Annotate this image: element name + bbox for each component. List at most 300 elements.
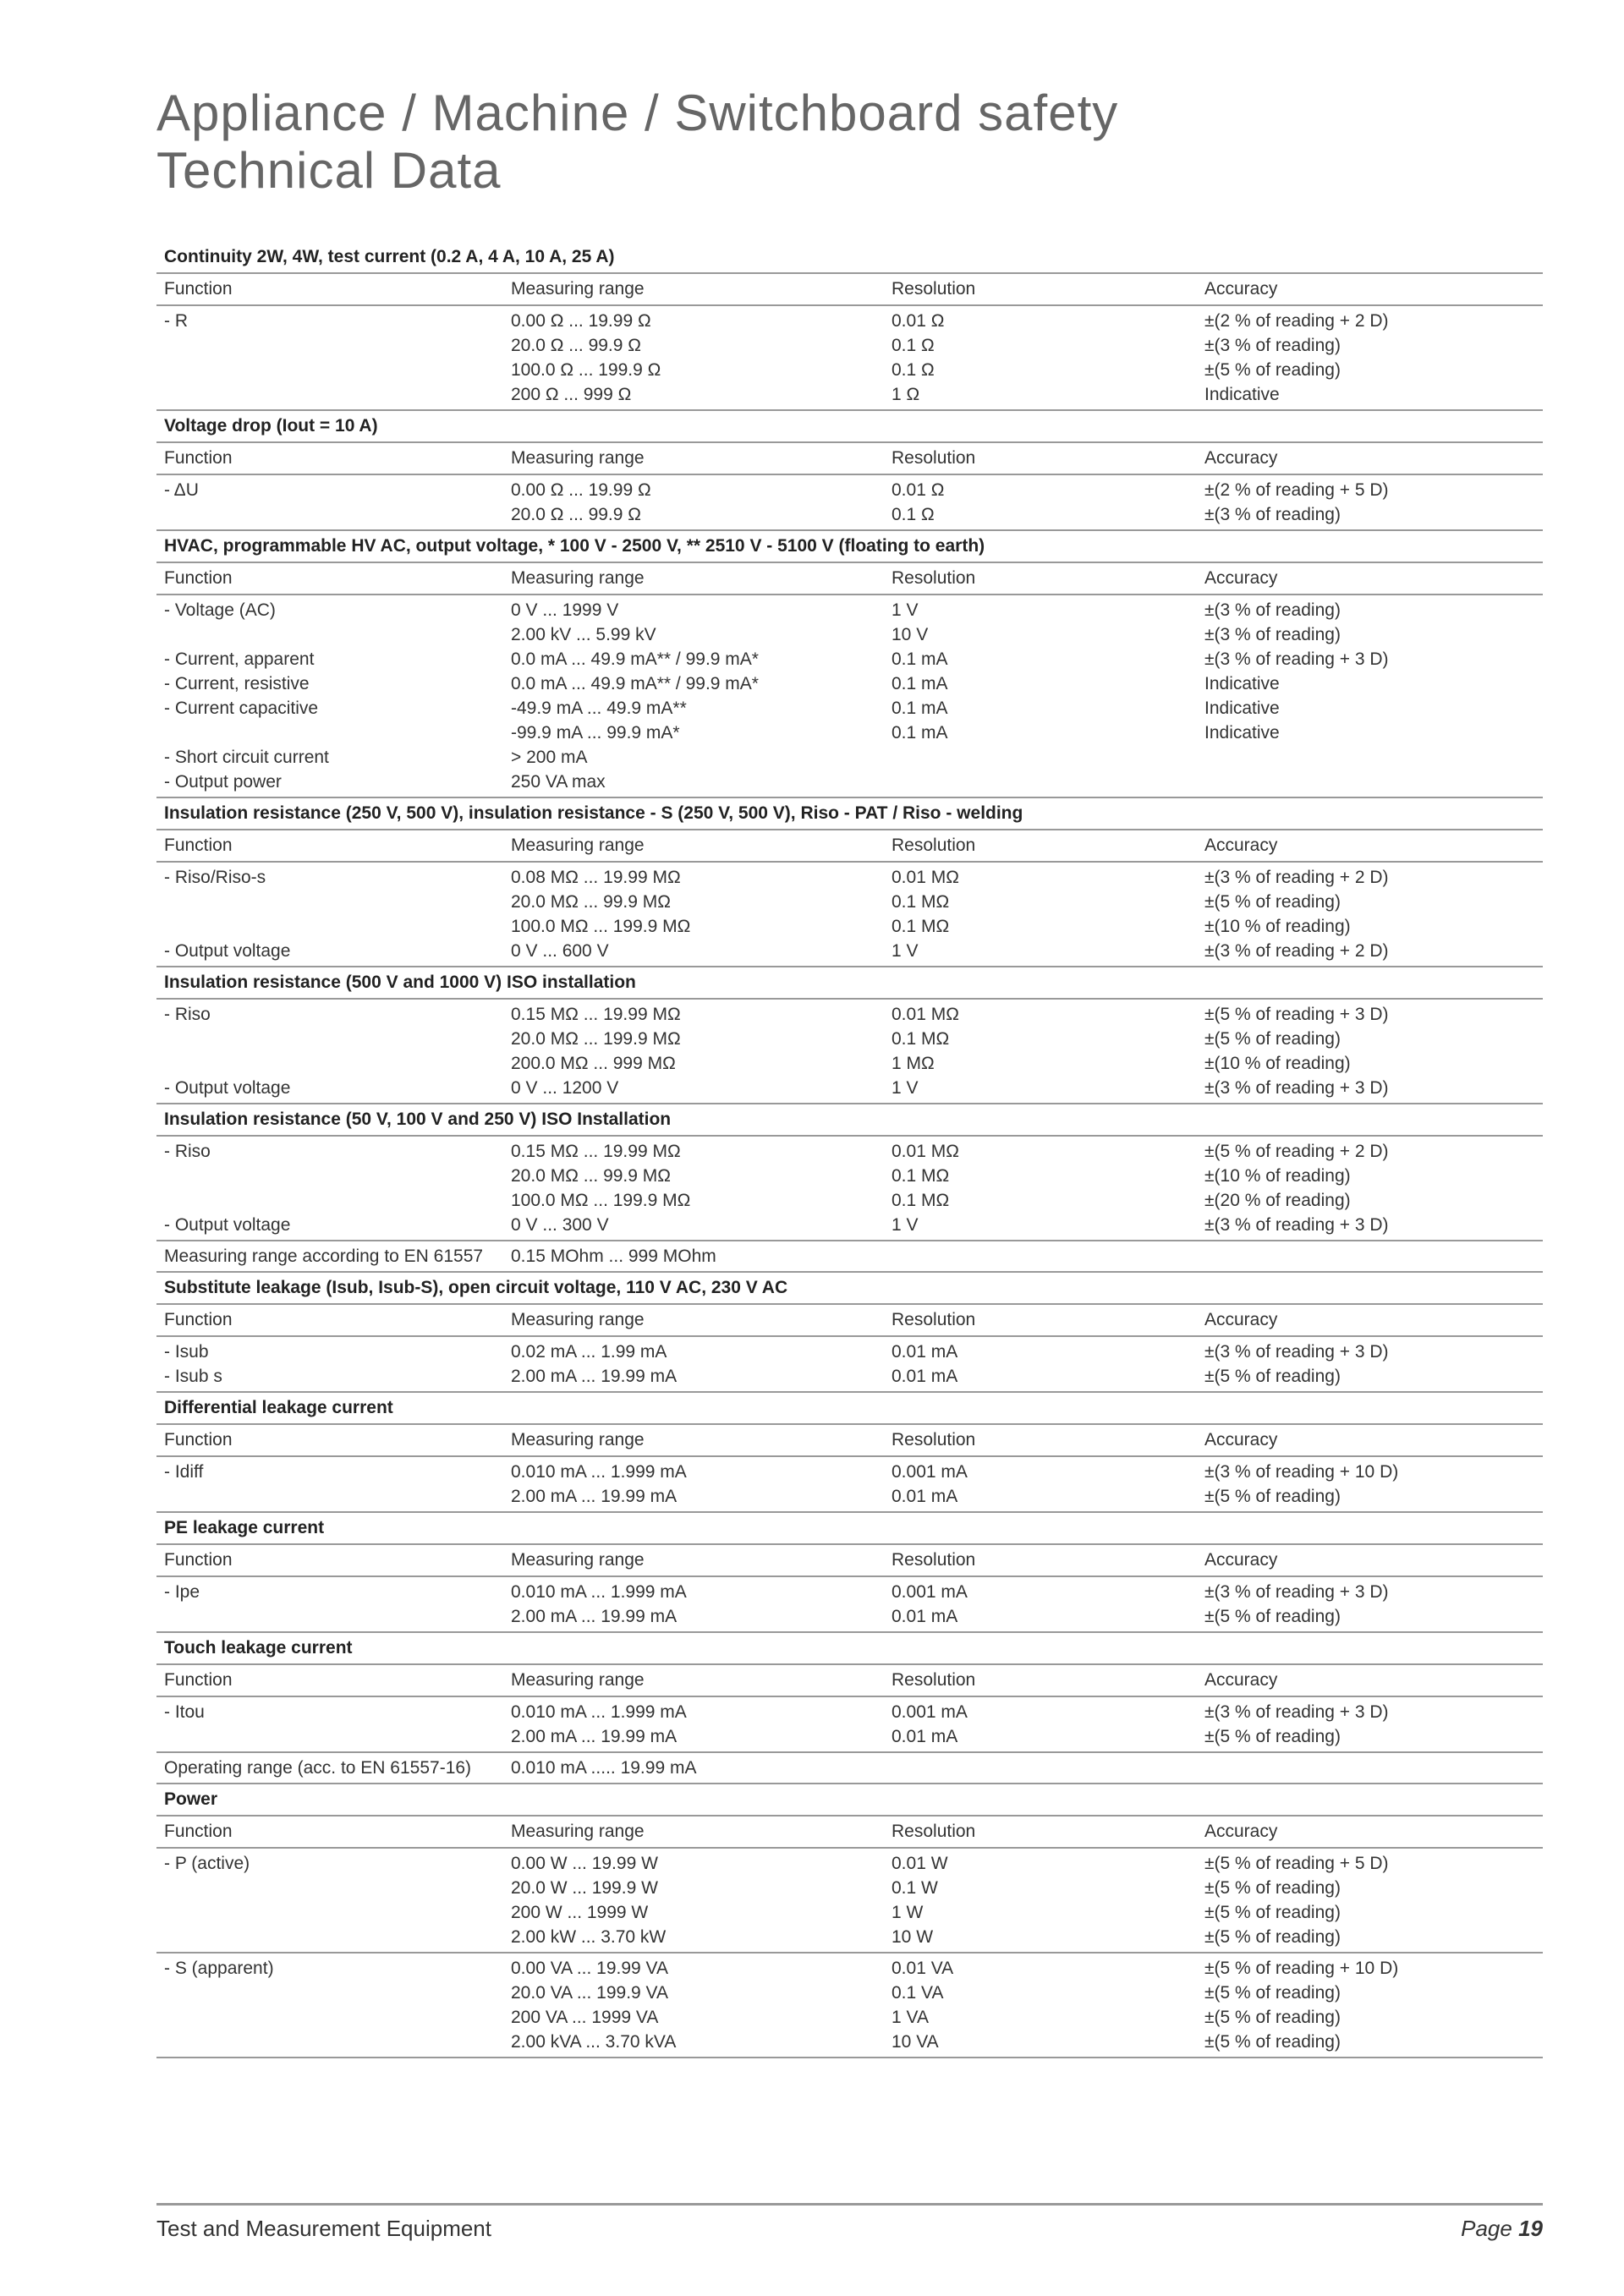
table-row	[156, 622, 1543, 647]
cell-measuring-range: 0.010 mA ... 1.999 mA	[511, 1702, 687, 1722]
cell-resolution: 1 W	[892, 1903, 924, 1922]
column-header-row	[156, 563, 1543, 595]
cell-measuring-range: 100.0 MΩ ... 199.9 MΩ	[511, 1191, 691, 1210]
column-header-accuracy: Accuracy	[1204, 568, 1278, 588]
cell-function	[164, 914, 511, 939]
table-row	[156, 1580, 1543, 1604]
cell-function: - R	[164, 311, 188, 331]
cell-resolution: 0.1 mA	[892, 674, 948, 693]
cell-accuracy	[1204, 1756, 1543, 1780]
column-header-measuring-range: Measuring range	[511, 1310, 645, 1329]
row-group	[156, 1753, 1543, 1784]
cell-resolution: 0.1 mA	[892, 723, 948, 743]
cell-accuracy: ±(5 % of reading + 10 D)	[1204, 1959, 1399, 1978]
cell-accuracy: ±(5 % of reading)	[1204, 1367, 1341, 1386]
page-title-line-1: Appliance / Machine / Switchboard safety	[156, 85, 1119, 141]
cell-resolution: 0.01 MΩ	[892, 1142, 959, 1161]
cell-resolution	[892, 745, 1204, 770]
cell-accuracy: ±(3 % of reading + 3 D)	[1204, 1215, 1389, 1235]
cell-measuring-range: 0.15 MΩ ... 19.99 MΩ	[511, 1142, 681, 1161]
cell-resolution: 10 V	[892, 625, 929, 644]
section-title: Insulation resistance (50 V, 100 V and 250 V) ISO Installation	[156, 1104, 1543, 1137]
section-title: Differential leakage current	[156, 1393, 1543, 1425]
column-header-resolution: Resolution	[892, 448, 976, 468]
row-group	[156, 595, 1543, 798]
section-title: Power	[156, 1784, 1543, 1817]
column-header-function: Function	[164, 568, 233, 588]
cell-resolution: 0.1 MΩ	[892, 1166, 950, 1186]
spec-section	[156, 1104, 1543, 1273]
table-row	[156, 502, 1543, 527]
cell-function: - Riso	[164, 1142, 211, 1161]
cell-resolution: 0.01 Ω	[892, 480, 945, 500]
column-header-row	[156, 1665, 1543, 1697]
column-header-resolution: Resolution	[892, 836, 976, 855]
cell-measuring-range: 0.00 Ω ... 19.99 Ω	[511, 311, 651, 331]
row-group	[156, 1000, 1543, 1104]
column-header-function: Function	[164, 1670, 233, 1690]
cell-measuring-range: 2.00 kW ... 3.70 kW	[511, 1927, 667, 1947]
section-title: PE leakage current	[156, 1513, 1543, 1545]
cell-function	[164, 358, 511, 382]
cell-resolution: 0.01 VA	[892, 1959, 954, 1978]
cell-measuring-range: > 200 mA	[511, 748, 588, 767]
column-header-resolution: Resolution	[892, 279, 976, 299]
section-title: Substitute leakage (Isub, Isub-S), open circuit voltage, 110 V AC, 230 V AC	[156, 1273, 1543, 1305]
table-row	[156, 1213, 1543, 1237]
footer-page-number	[1461, 2216, 1543, 2242]
table-row	[156, 382, 1543, 407]
page-number: 19	[1518, 2216, 1543, 2241]
column-header-row	[156, 1545, 1543, 1577]
cell-accuracy	[1204, 770, 1543, 794]
cell-resolution: 0.01 mA	[892, 1727, 958, 1746]
cell-function	[164, 1981, 511, 2005]
table-row	[156, 309, 1543, 333]
cell-resolution	[892, 770, 1204, 794]
section-title: Continuity 2W, 4W, test current (0.2 A, 4 A, 10 A, 25 A)	[156, 242, 1543, 274]
column-header-measuring-range: Measuring range	[511, 279, 645, 299]
cell-accuracy: ±(3 % of reading)	[1204, 625, 1341, 644]
row-group	[156, 863, 1543, 967]
cell-accuracy: ±(3 % of reading)	[1204, 336, 1341, 355]
cell-measuring-range: 0.02 mA ... 1.99 mA	[511, 1342, 667, 1362]
table-row	[156, 598, 1543, 622]
table-row	[156, 478, 1543, 502]
cell-resolution: 0.001 mA	[892, 1462, 968, 1482]
table-row	[156, 1484, 1543, 1509]
row-group	[156, 306, 1543, 411]
table-row	[156, 1364, 1543, 1389]
spec-section	[156, 242, 1543, 411]
cell-measuring-range: 20.0 Ω ... 99.9 Ω	[511, 336, 641, 355]
cell-accuracy: ±(2 % of reading + 2 D)	[1204, 311, 1389, 331]
cell-function	[164, 721, 511, 745]
cell-measuring-range: 100.0 MΩ ... 199.9 MΩ	[511, 917, 691, 936]
cell-measuring-range: 100.0 Ω ... 199.9 Ω	[511, 360, 661, 380]
cell-accuracy: ±(5 % of reading)	[1204, 360, 1341, 380]
cell-function: - Current, resistive	[164, 674, 310, 693]
cell-measuring-range: -49.9 mA ... 49.9 mA**	[511, 699, 687, 718]
cell-resolution: 0.1 Ω	[892, 360, 935, 380]
cell-accuracy: ±(3 % of reading)	[1204, 600, 1341, 620]
cell-measuring-range: 0.15 MΩ ... 19.99 MΩ	[511, 1005, 681, 1024]
cell-function: - Itou	[164, 1702, 205, 1722]
section-title: Insulation resistance (250 V, 500 V), insulation resistance - S (250 V, 500 V), Riso - PAT / Riso - welding	[156, 798, 1543, 830]
cell-accuracy: ±(5 % of reading)	[1204, 1727, 1341, 1746]
cell-accuracy: ±(5 % of reading)	[1204, 1607, 1341, 1626]
column-header-measuring-range: Measuring range	[511, 1822, 645, 1841]
column-header-measuring-range: Measuring range	[511, 1550, 645, 1570]
cell-function: - Output voltage	[164, 941, 291, 961]
cell-measuring-range: 200.0 MΩ ... 999 MΩ	[511, 1054, 676, 1073]
spec-section	[156, 798, 1543, 967]
table-row	[156, 914, 1543, 939]
table-row	[156, 1925, 1543, 1949]
cell-function: - Riso	[164, 1005, 211, 1024]
cell-function: - Riso/Riso-s	[164, 868, 266, 887]
cell-accuracy	[1204, 745, 1543, 770]
cell-measuring-range: 0 V ... 1999 V	[511, 600, 619, 620]
cell-measuring-range: 20.0 MΩ ... 99.9 MΩ	[511, 1166, 671, 1186]
cell-accuracy: ±(3 % of reading + 10 D)	[1204, 1462, 1399, 1482]
table-row	[156, 721, 1543, 745]
cell-resolution: 0.01 Ω	[892, 311, 945, 331]
cell-resolution: 0.1 mA	[892, 649, 948, 669]
cell-measuring-range: 0.010 mA ... 1.999 mA	[511, 1462, 687, 1482]
cell-function	[164, 502, 511, 527]
cell-accuracy: ±(5 % of reading)	[1204, 1903, 1341, 1922]
table-row	[156, 1756, 1543, 1780]
column-header-resolution: Resolution	[892, 568, 976, 588]
table-row	[156, 358, 1543, 382]
cell-function	[164, 1484, 511, 1509]
cell-resolution	[892, 1244, 1204, 1269]
cell-function	[164, 1027, 511, 1051]
table-row	[156, 1851, 1543, 1876]
cell-measuring-range: 0.00 VA ... 19.99 VA	[511, 1959, 669, 1978]
row-group	[156, 1697, 1543, 1753]
table-row	[156, 1900, 1543, 1925]
cell-resolution: 10 VA	[892, 2032, 939, 2052]
cell-measuring-range: 0.00 W ... 19.99 W	[511, 1854, 658, 1873]
column-header-row	[156, 1425, 1543, 1457]
row-group	[156, 475, 1543, 531]
cell-function: - Ipe	[164, 1582, 200, 1602]
row-group	[156, 1849, 1543, 1954]
cell-accuracy: Indicative	[1204, 699, 1280, 718]
table-row	[156, 671, 1543, 696]
spec-section	[156, 1513, 1543, 1633]
cell-accuracy: ±(5 % of reading + 5 D)	[1204, 1854, 1389, 1873]
cell-measuring-range: 20.0 MΩ ... 99.9 MΩ	[511, 892, 671, 912]
cell-measuring-range: 200 W ... 1999 W	[511, 1903, 649, 1922]
cell-accuracy: Indicative	[1204, 723, 1280, 743]
page-label: Page	[1461, 2216, 1512, 2241]
table-row	[156, 770, 1543, 794]
cell-function: - Isub s	[164, 1367, 222, 1386]
cell-accuracy: ±(5 % of reading + 2 D)	[1204, 1142, 1389, 1161]
column-header-resolution: Resolution	[892, 1822, 976, 1841]
cell-resolution: 0.1 Ω	[892, 336, 935, 355]
column-header-row	[156, 830, 1543, 863]
cell-resolution: 0.01 W	[892, 1854, 948, 1873]
table-row	[156, 890, 1543, 914]
page-title-line-2: Technical Data	[156, 142, 502, 199]
cell-accuracy: ±(5 % of reading)	[1204, 2008, 1341, 2027]
cell-measuring-range: 2.00 kVA ... 3.70 kVA	[511, 2032, 677, 2052]
spec-section	[156, 967, 1543, 1104]
column-header-function: Function	[164, 279, 233, 299]
cell-accuracy: ±(5 % of reading)	[1204, 1029, 1341, 1049]
cell-measuring-range: 250 VA max	[511, 772, 606, 792]
table-row	[156, 1002, 1543, 1027]
cell-measuring-range: 0.0 mA ... 49.9 mA** / 99.9 mA*	[511, 649, 759, 669]
cell-function	[164, 1051, 511, 1076]
spec-section	[156, 1633, 1543, 1784]
cell-accuracy: ±(10 % of reading)	[1204, 917, 1351, 936]
column-header-accuracy: Accuracy	[1204, 836, 1278, 855]
section-title: Insulation resistance (500 V and 1000 V) ISO installation	[156, 967, 1543, 1000]
column-header-function: Function	[164, 836, 233, 855]
cell-function	[164, 1925, 511, 1949]
cell-measuring-range: 0.15 MOhm ... 999 MOhm	[511, 1247, 716, 1266]
cell-function: - Idiff	[164, 1462, 204, 1482]
cell-measuring-range: -99.9 mA ... 99.9 mA*	[511, 723, 680, 743]
cell-accuracy: Indicative	[1204, 385, 1280, 404]
cell-accuracy: ±(3 % of reading + 3 D)	[1204, 1078, 1389, 1098]
cell-accuracy: ±(2 % of reading + 5 D)	[1204, 480, 1389, 500]
cell-accuracy: Indicative	[1204, 674, 1280, 693]
cell-measuring-range: 0.010 mA ... 1.999 mA	[511, 1582, 687, 1602]
spec-section	[156, 1393, 1543, 1513]
cell-function: - S (apparent)	[164, 1959, 274, 1978]
column-header-row	[156, 1817, 1543, 1849]
cell-resolution: 10 W	[892, 1927, 934, 1947]
cell-function	[164, 1604, 511, 1629]
cell-function: - Voltage (AC)	[164, 600, 276, 620]
column-header-accuracy: Accuracy	[1204, 1550, 1278, 1570]
cell-measuring-range: 20.0 Ω ... 99.9 Ω	[511, 505, 641, 524]
cell-resolution: 1 V	[892, 941, 919, 961]
cell-function: - Current capacitive	[164, 699, 319, 718]
cell-measuring-range: 0 V ... 300 V	[511, 1215, 609, 1235]
cell-resolution: 0.1 MΩ	[892, 917, 950, 936]
footer-divider	[156, 2203, 1543, 2206]
spec-section	[156, 411, 1543, 531]
table-row	[156, 1700, 1543, 1724]
table-row	[156, 1604, 1543, 1629]
cell-function	[164, 382, 511, 407]
cell-measuring-range: 2.00 kV ... 5.99 kV	[511, 625, 656, 644]
cell-resolution: 0.001 mA	[892, 1702, 968, 1722]
cell-resolution: 1 MΩ	[892, 1054, 935, 1073]
cell-accuracy: ±(5 % of reading)	[1204, 1927, 1341, 1947]
cell-resolution: 0.01 MΩ	[892, 868, 959, 887]
table-row	[156, 865, 1543, 890]
cell-function	[164, 622, 511, 647]
cell-resolution: 0.01 mA	[892, 1607, 958, 1626]
table-row	[156, 1460, 1543, 1484]
table-row	[156, 1876, 1543, 1900]
cell-measuring-range: 20.0 MΩ ... 199.9 MΩ	[511, 1029, 681, 1049]
cell-resolution: 0.01 mA	[892, 1342, 958, 1362]
cell-accuracy: ±(5 % of reading)	[1204, 1878, 1341, 1898]
cell-accuracy: ±(5 % of reading + 3 D)	[1204, 1005, 1389, 1024]
column-header-resolution: Resolution	[892, 1430, 976, 1449]
column-header-function: Function	[164, 448, 233, 468]
cell-resolution: 0.01 mA	[892, 1367, 958, 1386]
cell-resolution: 1 V	[892, 600, 919, 620]
table-row	[156, 1188, 1543, 1213]
column-header-accuracy: Accuracy	[1204, 1822, 1278, 1841]
cell-accuracy: ±(3 % of reading + 3 D)	[1204, 1702, 1389, 1722]
row-group	[156, 1241, 1543, 1273]
cell-resolution: 0.1 mA	[892, 699, 948, 718]
cell-function: - Current, apparent	[164, 649, 315, 669]
cell-function	[164, 1188, 511, 1213]
cell-resolution: 0.001 mA	[892, 1582, 968, 1602]
cell-accuracy: ±(5 % of reading)	[1204, 1487, 1341, 1506]
column-header-measuring-range: Measuring range	[511, 1670, 645, 1690]
cell-measuring-range: 2.00 mA ... 19.99 mA	[511, 1727, 678, 1746]
cell-measuring-range: 0.08 MΩ ... 19.99 MΩ	[511, 868, 681, 887]
cell-resolution: 0.1 Ω	[892, 505, 935, 524]
cell-resolution: 1 V	[892, 1078, 919, 1098]
column-header-measuring-range: Measuring range	[511, 448, 645, 468]
table-row	[156, 2005, 1543, 2030]
cell-resolution: 1 VA	[892, 2008, 929, 2027]
table-row	[156, 647, 1543, 671]
cell-function: Operating range (acc. to EN 61557-16)	[164, 1758, 472, 1778]
column-header-accuracy: Accuracy	[1204, 448, 1278, 468]
cell-accuracy: ±(3 % of reading)	[1204, 505, 1341, 524]
cell-measuring-range: 200 Ω ... 999 Ω	[511, 385, 632, 404]
cell-resolution: 0.1 W	[892, 1878, 938, 1898]
table-row	[156, 745, 1543, 770]
cell-accuracy: ±(10 % of reading)	[1204, 1054, 1351, 1073]
cell-measuring-range: 0.0 mA ... 49.9 mA** / 99.9 mA*	[511, 674, 759, 693]
footer-publication-title: Test and Measurement Equipment	[156, 2216, 491, 2241]
cell-resolution: 0.1 MΩ	[892, 1191, 950, 1210]
table-row	[156, 1244, 1543, 1269]
column-header-accuracy: Accuracy	[1204, 1310, 1278, 1329]
row-group	[156, 1954, 1543, 2058]
cell-function	[164, 1876, 511, 1900]
column-header-measuring-range: Measuring range	[511, 836, 645, 855]
table-row	[156, 1340, 1543, 1364]
section-title: HVAC, programmable HV AC, output voltage, * 100 V - 2500 V, ** 2510 V - 5100 V (floating to earth)	[156, 531, 1543, 563]
cell-measuring-range: 2.00 mA ... 19.99 mA	[511, 1607, 678, 1626]
cell-measuring-range: 0 V ... 600 V	[511, 941, 609, 961]
table-row	[156, 939, 1543, 963]
table-row	[156, 1724, 1543, 1749]
cell-function: - Short circuit current	[164, 748, 329, 767]
cell-function: - Output voltage	[164, 1078, 291, 1098]
cell-accuracy: ±(10 % of reading)	[1204, 1166, 1351, 1186]
cell-measuring-range: 0 V ... 1200 V	[511, 1078, 619, 1098]
column-header-row	[156, 1305, 1543, 1337]
column-header-row	[156, 443, 1543, 475]
cell-resolution	[892, 1756, 1204, 1780]
column-header-function: Function	[164, 1822, 233, 1841]
column-header-accuracy: Accuracy	[1204, 1430, 1278, 1449]
spec-section	[156, 531, 1543, 798]
cell-accuracy: ±(3 % of reading + 3 D)	[1204, 1342, 1389, 1362]
page-title	[156, 85, 1118, 200]
cell-resolution: 0.1 VA	[892, 1983, 944, 2003]
table-row	[156, 1139, 1543, 1164]
cell-measuring-range: 200 VA ... 1999 VA	[511, 2008, 659, 2027]
spec-section	[156, 1784, 1543, 2058]
cell-measuring-range: 0.010 mA ..... 19.99 mA	[511, 1758, 697, 1778]
column-header-resolution: Resolution	[892, 1550, 976, 1570]
table-row	[156, 2030, 1543, 2054]
cell-function: - Output power	[164, 772, 282, 792]
cell-function	[164, 1900, 511, 1925]
row-group	[156, 1457, 1543, 1513]
cell-function: Measuring range according to EN 61557	[164, 1247, 484, 1266]
cell-resolution: 0.1 MΩ	[892, 1029, 950, 1049]
cell-accuracy: ±(5 % of reading)	[1204, 892, 1341, 912]
spec-section	[156, 1273, 1543, 1393]
section-title: Touch leakage current	[156, 1633, 1543, 1665]
cell-measuring-range: 20.0 W ... 199.9 W	[511, 1878, 658, 1898]
cell-resolution: 0.1 MΩ	[892, 892, 950, 912]
cell-function: - P (active)	[164, 1854, 250, 1873]
cell-function: - Isub	[164, 1342, 209, 1362]
table-row	[156, 1076, 1543, 1100]
cell-accuracy: ±(5 % of reading)	[1204, 1983, 1341, 2003]
cell-accuracy: ±(3 % of reading + 2 D)	[1204, 868, 1389, 887]
cell-measuring-range: 2.00 mA ... 19.99 mA	[511, 1487, 678, 1506]
table-row	[156, 1164, 1543, 1188]
cell-accuracy: ±(3 % of reading + 3 D)	[1204, 649, 1389, 669]
cell-function: - Output voltage	[164, 1215, 291, 1235]
technical-data-table	[156, 242, 1543, 2058]
cell-resolution: 0.01 mA	[892, 1487, 958, 1506]
section-title: Voltage drop (Iout = 10 A)	[156, 411, 1543, 443]
row-group	[156, 1337, 1543, 1393]
cell-resolution: 1 Ω	[892, 385, 920, 404]
cell-resolution: 0.01 MΩ	[892, 1005, 959, 1024]
table-row	[156, 1981, 1543, 2005]
column-header-measuring-range: Measuring range	[511, 1430, 645, 1449]
cell-measuring-range: 20.0 VA ... 199.9 VA	[511, 1983, 669, 2003]
cell-function	[164, 2005, 511, 2030]
cell-function	[164, 333, 511, 358]
cell-accuracy: ±(5 % of reading)	[1204, 2032, 1341, 2052]
table-row	[156, 1051, 1543, 1076]
cell-function	[164, 1164, 511, 1188]
column-header-row	[156, 274, 1543, 306]
column-header-resolution: Resolution	[892, 1310, 976, 1329]
cell-accuracy: ±(3 % of reading + 2 D)	[1204, 941, 1389, 961]
cell-function	[164, 1724, 511, 1749]
cell-measuring-range: 0.00 Ω ... 19.99 Ω	[511, 480, 651, 500]
cell-function: - ΔU	[164, 480, 199, 500]
table-row	[156, 1027, 1543, 1051]
table-row	[156, 1956, 1543, 1981]
column-header-accuracy: Accuracy	[1204, 279, 1278, 299]
cell-resolution: 1 V	[892, 1215, 919, 1235]
table-row	[156, 696, 1543, 721]
cell-measuring-range: 2.00 mA ... 19.99 mA	[511, 1367, 678, 1386]
column-header-function: Function	[164, 1550, 233, 1570]
cell-accuracy: ±(20 % of reading)	[1204, 1191, 1351, 1210]
cell-function	[164, 890, 511, 914]
row-group	[156, 1137, 1543, 1241]
